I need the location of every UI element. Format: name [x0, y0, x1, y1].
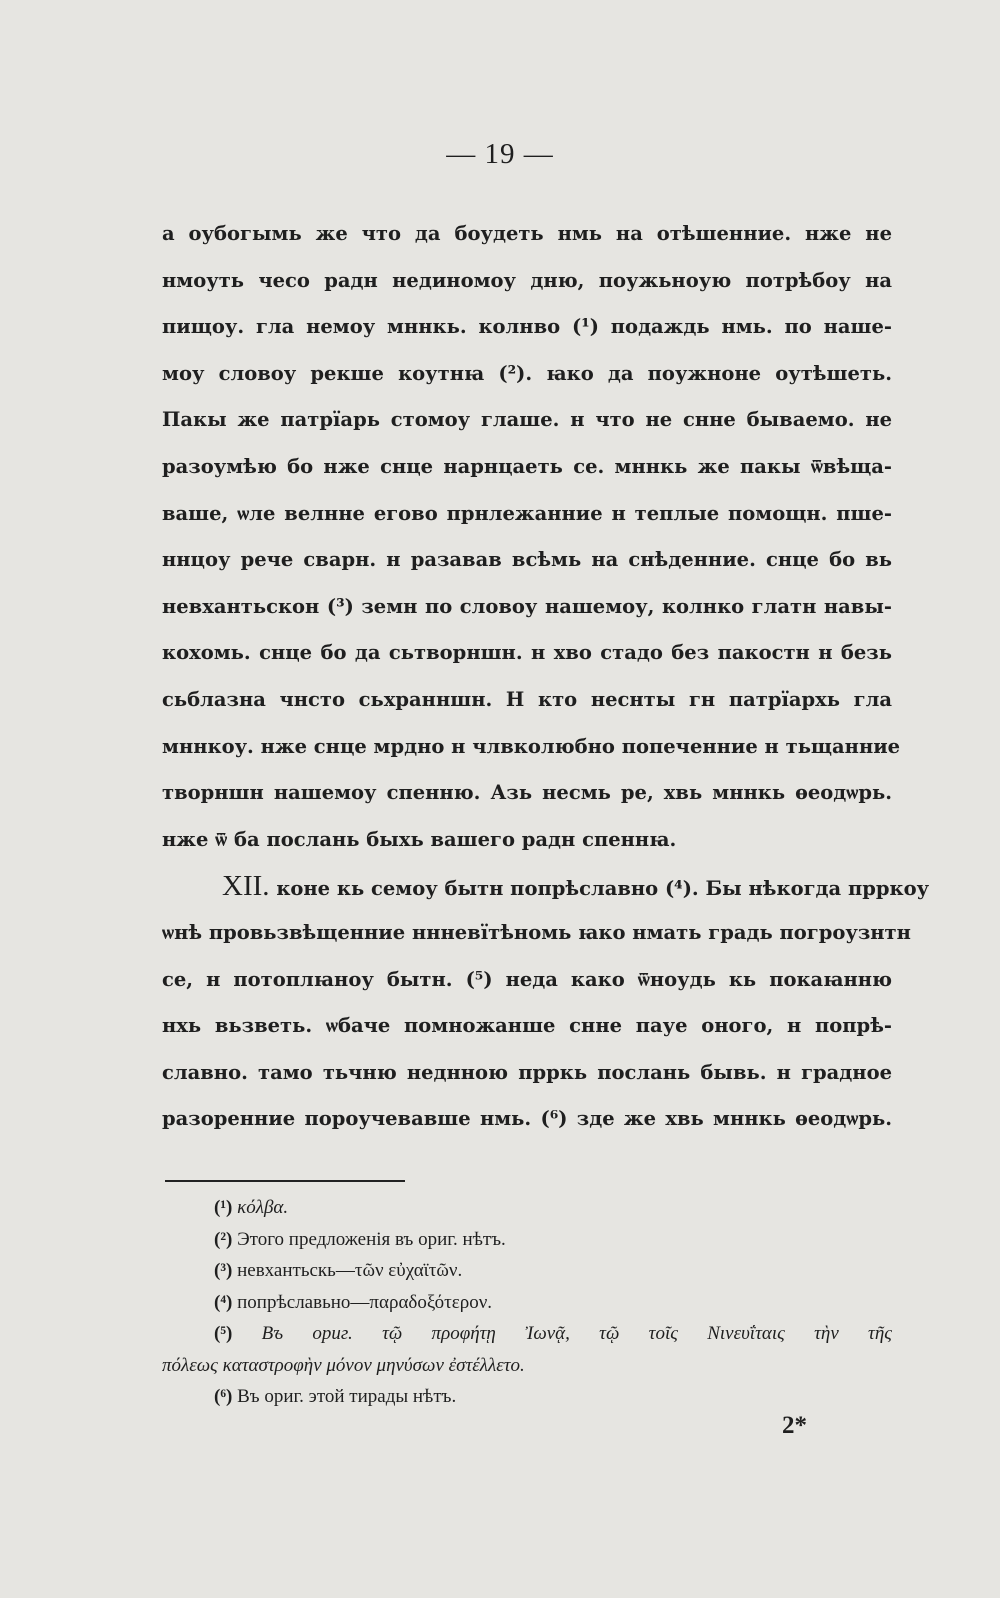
footnote-number: (²) [214, 1228, 233, 1250]
text-line: моу словоу рекше коутнꙗ (²). ꙗко да поужноне оутѣшеть. [162, 361, 892, 385]
footnotes [162, 1192, 892, 1413]
chapter-line: нхь вьзветь. ѡбаче помножанше снне пауе оного, н попрѣ- [162, 1014, 892, 1038]
footnote-text: πόλεως καταστροφὴν μόνον μηνύσων ἐστέλλετο. [162, 1354, 525, 1376]
chapter-line: славно. тамо тьчню неднною прркь послань бывь. н градное [162, 1060, 892, 1084]
footnote-number: (⁵) [214, 1323, 233, 1344]
footnote [162, 1318, 892, 1350]
footnote-number: (⁴) [214, 1291, 233, 1313]
printer-signature: 2* [782, 1412, 807, 1439]
footnote-text: Въ ориг. этой тирады нѣтъ. [237, 1386, 457, 1407]
chapter-line-text: коне кь семоу бытн попрѣславно (⁴). Бы нѣкогда прркоу [276, 877, 930, 901]
text-line: сьблазна чнсто сьхранншн. Н кто неснты гн патрїархь гла [162, 687, 892, 711]
text-line: нмоуть чесо радн нединомоу дню, поужьноую потрѣбоу на [162, 268, 892, 292]
page-number: — 19 — [446, 138, 554, 170]
footnote-divider [165, 1180, 405, 1182]
text-line: разоумѣю бо нже снце нарнцаеть се. мннкь же пакы ѿвѣща- [162, 454, 892, 478]
footnote [162, 1192, 892, 1224]
text-line: пищоу. гла немоу мннкь. колнво (¹) подаждь нмь. по нашe- [162, 315, 892, 339]
text-line: ннцоу рече сварн. н разавав всѣмь на снѣденние. снце бо вь [162, 548, 892, 572]
text-line: мннкоу. нже снце мрдно н члвколюбно попеченние н тьщанние [162, 734, 901, 758]
text-line: невхантьскон (³) земн по словоу нашемоу, колнко глатн навы- [162, 594, 892, 618]
footnote-text: попрѣславьно—παραδοξότερον. [237, 1291, 493, 1313]
footnote-number: (¹) [214, 1197, 233, 1218]
text-line: ваше, ѡле велнне егово прнлежанние н теплые помощн. пше- [162, 501, 892, 525]
text-line: творншн нашемоу спенню. Азь несмь ре, хвь мннкь ѳеодѡрь. [162, 781, 892, 805]
chapter-numeral: XII. [222, 870, 270, 903]
chapter-line: се, н потоплꙗноу бытн. (⁵) неда како ѿноудь кь покаꙗнню [162, 967, 892, 991]
footnote [162, 1255, 892, 1287]
footnote-continuation [162, 1350, 892, 1382]
footnote [162, 1287, 892, 1319]
main-text [162, 206, 930, 1138]
text-line: нже ѿ ба послань быхь вашего радн спеннꙗ. [162, 827, 677, 851]
text-line: кохомь. снце бо да сьтворншн. н хво стадо без пакостн н безь [162, 641, 892, 665]
footnote [162, 1224, 892, 1256]
chapter-line: разоренние пороучевавше нмь. (⁶) зде же хвь мннкь ѳеодѡрь. [162, 1107, 892, 1131]
chapter-line: ѡнѣ провьзвѣщенние ннневїтѣномь ꙗко нмать градь погроузнтн [162, 920, 911, 944]
footnote-text: невхантьскь—τῶν εὐχαϊτῶν. [237, 1260, 463, 1281]
footnote-text: Этого предложенія въ ориг. нѣтъ. [237, 1228, 506, 1250]
footnote [162, 1381, 892, 1413]
footnote-text: Въ ориг. τῷ προφήτῃ Ἰωνᾷ, τῷ τοῖς Νινευΐταις τὴν τῆς [261, 1323, 892, 1344]
text-line: а оубогымь же что да боудеть нмь на отѣшенние. нже не [162, 222, 892, 245]
footnote-text: κόλβα. [237, 1197, 289, 1218]
chapter-first-line [162, 858, 930, 905]
text-line: Пакы же патрїарь стомоу глаше. н что не снне бываемо. не [162, 408, 892, 432]
footnote-number: (³) [214, 1260, 233, 1281]
footnote-number: (⁶) [214, 1386, 233, 1407]
